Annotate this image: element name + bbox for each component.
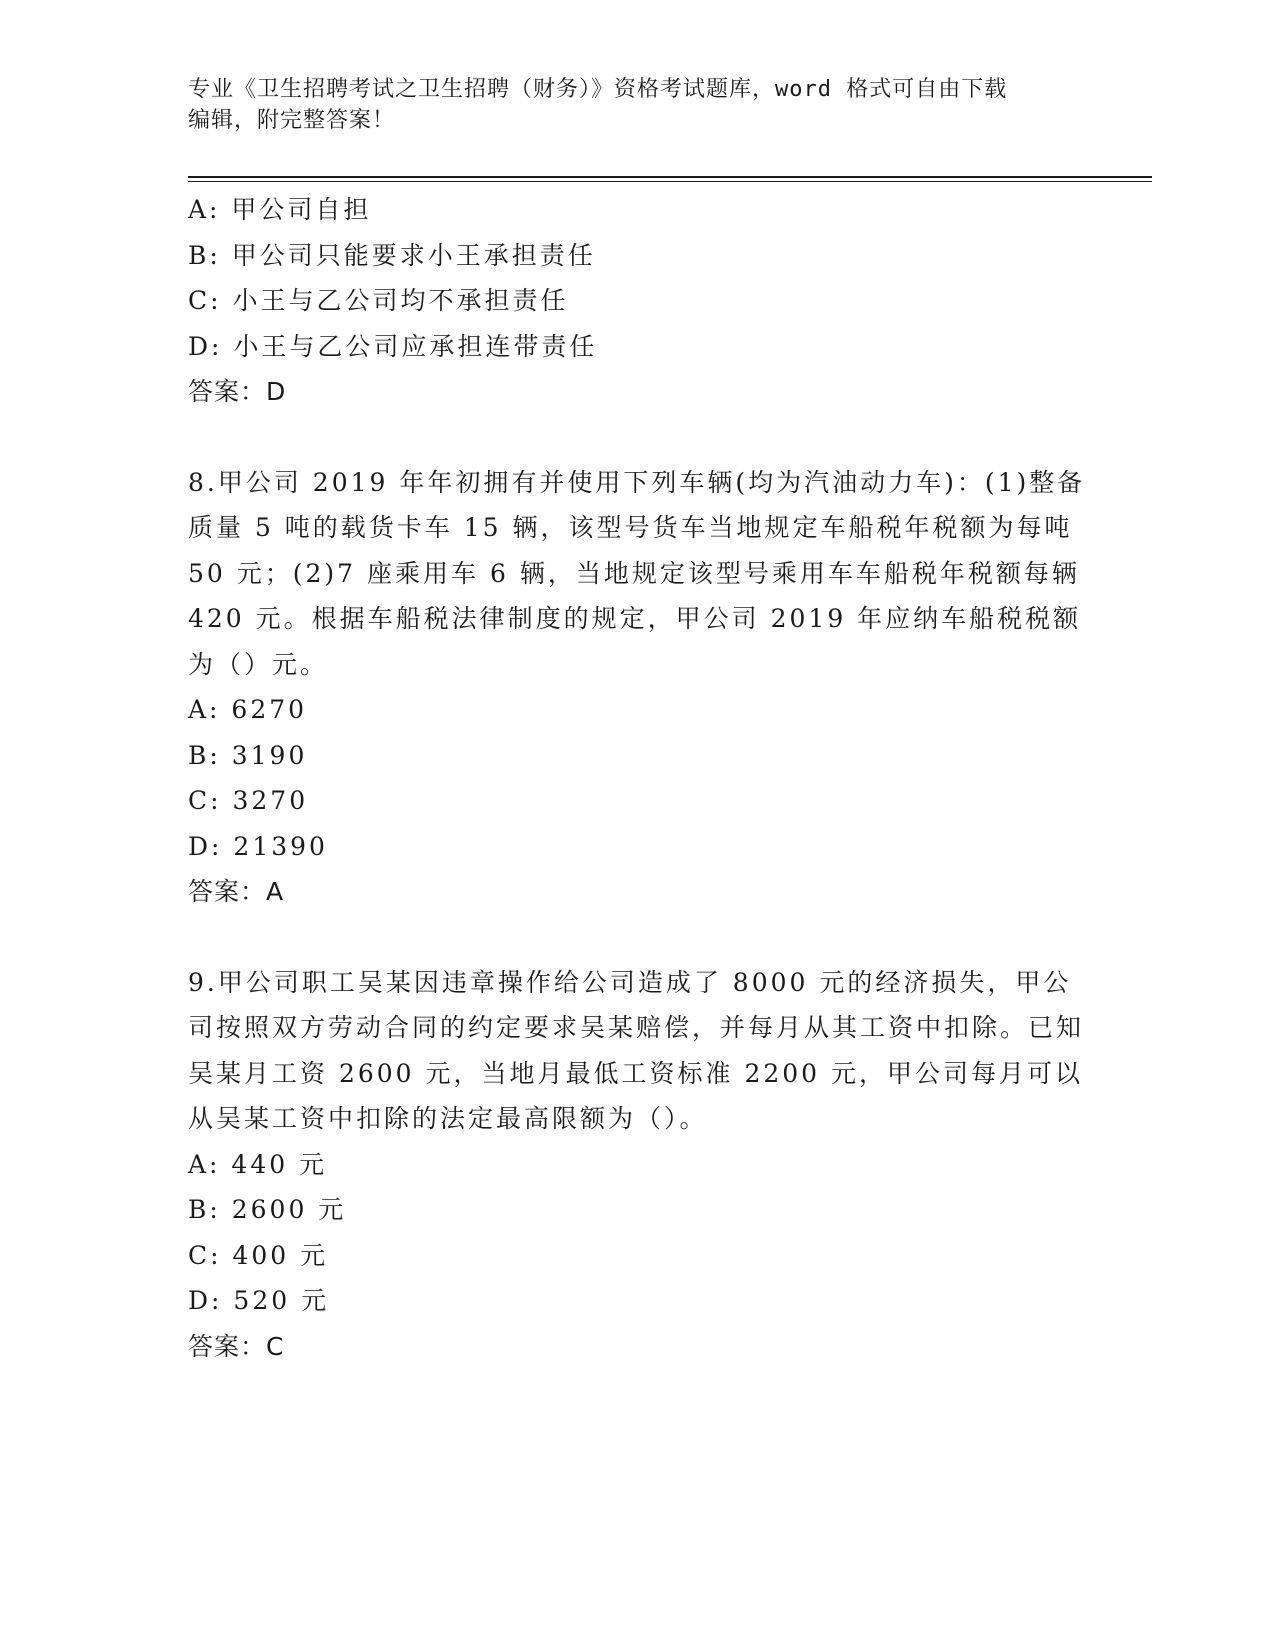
header-divider-thin: [188, 181, 1152, 182]
header-line-2: 编辑，附完整答案！: [188, 108, 396, 133]
option-d: D: 520 元: [188, 1286, 330, 1315]
option-d: D: 小王与乙公司应承担连带责任: [188, 331, 598, 361]
question-content: [188, 187, 1088, 1369]
option-c: C: 3270: [188, 786, 309, 815]
question-block-8: [188, 460, 1088, 915]
option-a: A: 6270: [188, 695, 308, 724]
option-a: A: 440 元: [188, 1149, 328, 1179]
document-header: [188, 74, 1068, 136]
question-block-9: [188, 960, 1088, 1370]
option-b: B: 2600 元: [188, 1195, 347, 1224]
question-block-7: [188, 187, 1088, 415]
option-b: B: 3190: [188, 740, 308, 770]
question-text: 9.甲公司职工吴某因违章操作给公司造成了 8000 元的经济损失，甲公司按照双方劳动合同的约定要求吴某赔偿，并每月从其工资中扣除。已知吴某月工资 2600 元，当地月最低工资标准 2200 元，甲公司每月可以从吴某工资中扣除的法定最高限额为（）。: [188, 967, 1085, 1133]
option-c: C: 400 元: [188, 1240, 329, 1270]
option-c: C: 小王与乙公司均不承担责任: [188, 286, 569, 315]
answer-line: 答案：A: [188, 877, 285, 906]
header-line-1: 专业《卫生招聘考试之卫生招聘（财务）》资格考试题库，word 格式可自由下载: [188, 77, 1008, 102]
option-b: B: 甲公司只能要求小王承担责任: [188, 240, 596, 270]
answer-line: 答案：C: [188, 1331, 285, 1361]
option-d: D: 21390: [188, 831, 328, 861]
answer-line: 答案：D: [188, 377, 287, 406]
option-a: A: 甲公司自担: [188, 195, 372, 224]
header-divider-thick: [188, 176, 1152, 178]
question-text: 8.甲公司 2019 年年初拥有并使用下列车辆(均为汽油动力车)：(1)整备质量 5 吨的载货卡车 15 辆，该型号货车当地规定车船税年税额为每吨 50 元；(2)7 座乘用车 6 辆，当地规定该型号乘用车车船税年税额每辆 420 元。根据车船税法律制度的规定，甲公司 2019 年应纳车船税税额为（）元。: [188, 467, 1086, 679]
